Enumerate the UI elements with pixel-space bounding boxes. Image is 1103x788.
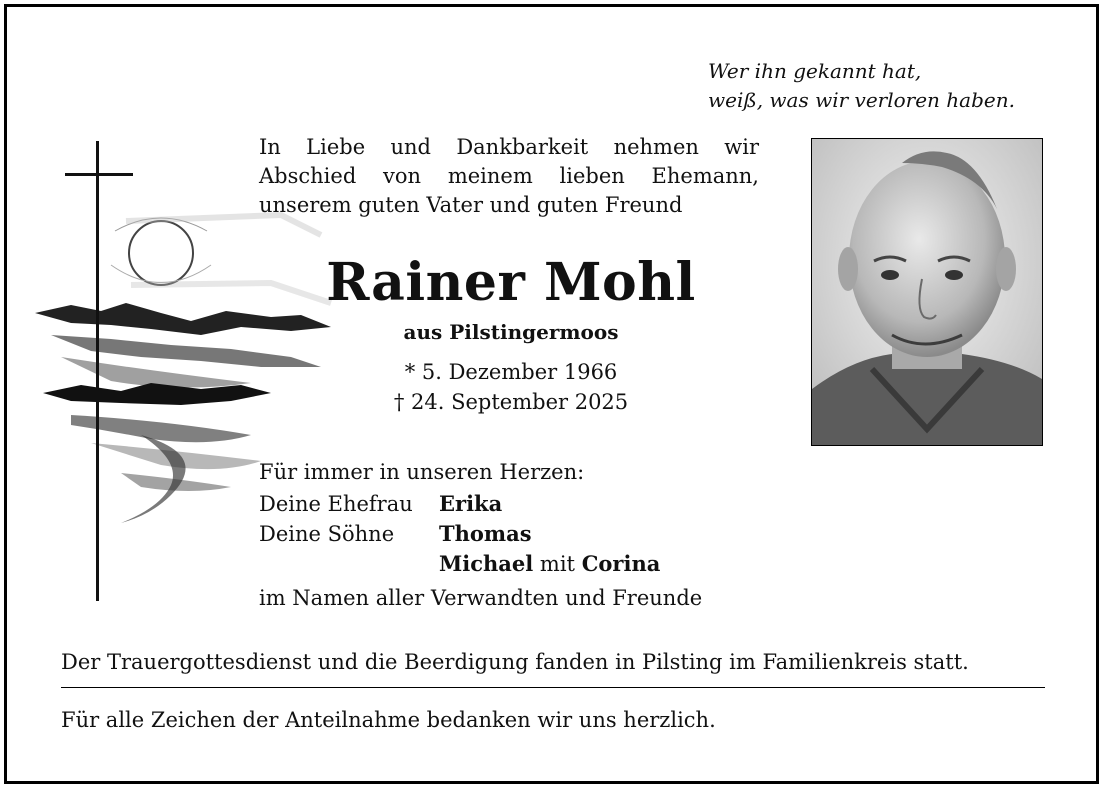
portrait-image: [812, 139, 1042, 445]
family-closing: im Namen aller Verwandten und Freunde: [259, 586, 703, 610]
intro-line-1: In Liebe und Dankbarkeit nehmen wir: [259, 135, 759, 159]
son-2-name: Michael: [439, 551, 534, 576]
death-date: † 24. September 2025: [393, 390, 629, 414]
birth-date: * 5. Dezember 1966: [404, 360, 618, 384]
wife-label: Deine Ehefrau: [259, 492, 413, 516]
wife-row: [259, 489, 819, 519]
intro-line-2: Abschied von meinem lieben Ehemann,: [259, 164, 759, 188]
son-2-with: mit: [539, 552, 575, 576]
wife-name: Erika: [439, 491, 503, 516]
obituary-card: [4, 4, 1099, 784]
son-1-name: Thomas: [439, 521, 532, 546]
quote-line-2: weiß, was wir verloren haben.: [708, 88, 1015, 112]
thanks-note: Für alle Zeichen der Anteilnahme bedanken wir uns herzlich.: [61, 708, 716, 732]
son-2-partner: Corina: [581, 551, 661, 576]
portrait-photo: [811, 138, 1043, 446]
memorial-quote: [708, 57, 1048, 115]
sons-row: [259, 519, 819, 549]
intro-line-3: unserem guten Vater und guten Freund: [259, 193, 683, 217]
deceased-name: Rainer Mohl: [326, 252, 696, 313]
quote-line-1: Wer ihn gekannt hat,: [708, 59, 922, 83]
son-2-row: [259, 549, 819, 579]
life-dates: [259, 357, 763, 417]
family-heading: Für immer in unseren Herzen:: [259, 460, 585, 484]
sons-label: Deine Söhne: [259, 522, 395, 546]
intro-text: [259, 133, 759, 220]
deceased-origin: aus Pilstingermoos: [403, 320, 619, 344]
family-section: [259, 457, 819, 613]
service-note: Der Trauergottesdienst und die Beerdigung fanden in Pilsting im Familienkreis statt.: [61, 650, 969, 674]
divider-line: [61, 687, 1045, 688]
